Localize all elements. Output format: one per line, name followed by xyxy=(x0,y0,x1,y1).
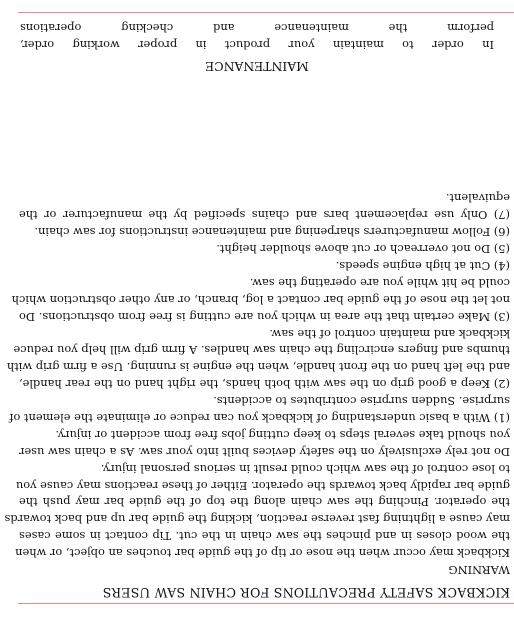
body-line: Kickback may occur when the nose or tip of the guide bar touches an object, or when xyxy=(15,546,510,561)
body-line: to lose control of the saw which could result in serious personal injury. xyxy=(100,461,510,476)
body-line: guide bar rapidly back towards the operator. Either of these reactions may cause you xyxy=(15,478,510,493)
list-item-5: (5) Do not overreach or cut above shoulder height. xyxy=(216,242,510,257)
list-item-3-cont: not let the nose of the guide bar contact a log, branch, or any other obstruction which xyxy=(11,292,510,307)
list-item-2-cont: and the left hand on the front handle, when the engine is running. Use a firm grip with xyxy=(6,360,510,375)
body-line: the operator. Pinching the saw chain along the top of the guide bar may push the xyxy=(19,495,510,510)
body-line: you should take several steps to keep cutting jobs free from accident or injury. xyxy=(55,427,510,442)
body-line: Do not rely exclusively on the safety devices built into your saw. As a chain saw user xyxy=(19,444,510,459)
maintenance-title: MAINTENANCE xyxy=(205,59,309,74)
bottom-rule xyxy=(18,12,514,13)
body-line: the wood closes in and pinches the saw chain in the cut. Tip contact in some cases xyxy=(19,529,510,544)
list-item-7-cont: equivalent. xyxy=(445,191,510,206)
maintenance-body xyxy=(20,19,494,53)
list-item-3-cont: could be hit while you are operating the saw. xyxy=(249,275,510,290)
warning-label: WARNING xyxy=(448,563,510,577)
maintenance-line: In order to maintain your product in proper working order, xyxy=(20,38,494,52)
maintenance-line: perform the maintenance and checking operations xyxy=(20,21,494,36)
list-item-3: (3) Make certain that the area in which you are cutting is free from obstructions. Do xyxy=(19,309,510,324)
list-item-2: (2) Keep a good grip on the saw with both hands, the right hand on the rear handle, xyxy=(19,377,510,392)
list-item-7: (7) Only use replacement bars and chains specified by the manufacturer or the xyxy=(19,208,510,223)
top-rule xyxy=(18,603,514,604)
kickback-body xyxy=(4,190,510,578)
list-item-1: (1) With a basic understanding of kickback you can reduce or eliminate the element of xyxy=(9,410,510,425)
list-item-1-cont: surprise. Sudden surprise contributes to accidents. xyxy=(213,394,510,409)
list-item-4: (4) Cut at high engine speeds. xyxy=(335,258,510,273)
kickback-heading: KICKBACK SAFETY PRECAUTIONS FOR CHAIN SAW USERS xyxy=(102,585,510,600)
list-item-2-cont: thumbs and fingers encircling the chain saw handles. A firm grip will help you reduce xyxy=(13,343,510,358)
body-line: may cause a lightning fast reverse reaction, kicking the guide bar up and back towards xyxy=(4,512,510,527)
list-item-2-cont: kickback and maintain control of the saw. xyxy=(269,326,510,341)
list-item-6: (6) Follow manufacturers sharpening and maintenance instructions for saw chain. xyxy=(34,225,510,240)
